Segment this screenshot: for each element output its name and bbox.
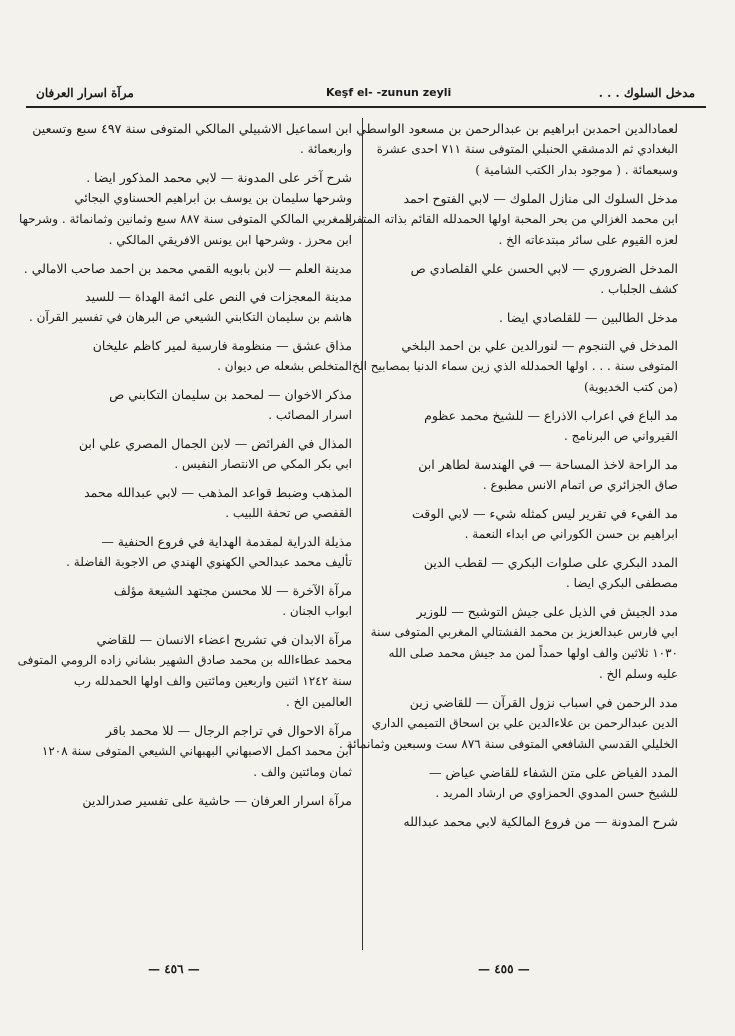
entry-title-line: مذيلة الدراية لمقدمة الهداية في فروع الحنفية — <box>101 534 352 549</box>
entry-text-line: ابن محمد اكمل الاصبهاني البهبهاني الشيعي المتوفى سنة ١٢٠٨ <box>41 744 352 758</box>
catalog-entry <box>339 692 678 755</box>
header-rule <box>26 106 706 108</box>
entry-text-line: مصطفى البكري ايضا . <box>566 576 678 590</box>
running-head-left: مرآة اسرار العرفان <box>36 86 134 100</box>
entry-title-line: مدخل الطالبين — للقلصادي ايضا . <box>498 310 678 325</box>
entry-text-line: عليه وسلم الخ . <box>599 667 678 681</box>
entry-title-line: مذاق عشق — منظومة فارسية لمير كاظم عليخان <box>92 338 352 353</box>
entry-title-line: مد الباع في اعراب الاذراع — للشيخ محمد عظوم <box>424 408 678 423</box>
catalog-entry <box>372 307 678 328</box>
catalog-entry <box>18 167 352 251</box>
entry-text-line: المغربي المالكي المتوفى سنة ٨٨٧ سبع وثمانين وثمانمائة . وشرحها <box>18 212 352 226</box>
catalog-entry <box>17 629 352 713</box>
column-divider <box>362 118 363 950</box>
entry-text-line: سنة ١٢٤٢ اثنين واربعين ومائتين والف اولها الحمدلله رب <box>73 674 352 688</box>
entry-title-line: مرآة الاحوال في تراجم الرجال — للا محمد باقر <box>105 723 352 738</box>
catalog-entry <box>40 482 352 524</box>
entry-title-line: المذال في الفرائض — لابن الجمال المصري علي ابن <box>78 436 352 451</box>
entry-text-line: هاشم بن سليمان التكابني الشيعي ص البرهان في تفسير القرآن . <box>29 310 352 324</box>
entry-title-line: شرح المدونة — من فروع المالكية لابي محمد عبدالله <box>403 814 678 829</box>
entry-text-line: القفصي ص تحفة اللبيب . <box>225 506 352 520</box>
entry-text-line: المتوفى سنة . . . اولها الحمدلله الذي زين سماء الدنيا بمصابيح الخ . <box>344 359 678 373</box>
entry-title-line: لعمادالدين احمدبن ابراهيم بن عبدالرحمن بن مسعود الواسطي <box>356 121 678 136</box>
entry-text-line: واربعمائة . <box>299 142 352 156</box>
running-head-center: Keşf el- -zunun zeyli <box>326 86 452 99</box>
entry-text-line: البغدادي ثم الدمشقي الحنبلي المتوفى سنة ٧١١ احدى عشرة <box>376 142 678 156</box>
entry-title-line: مدخل السلوك الى منازل الملوك — لابي الفتوح احمد <box>403 191 678 206</box>
entry-text-line: محمد عطاءالله بن محمد صادق الشهير بشاني زاده الرومي المتوفى <box>17 653 352 667</box>
catalog-entry <box>40 790 352 811</box>
entry-title-line: المدخل الضروري — لابي الحسن علي القلصادي ص <box>410 261 678 276</box>
entry-text-line: القيرواني ص البرنامج . <box>564 429 678 443</box>
entry-title-line: مدينة المعجزات في النص على ائمة الهداة — للسيد <box>85 289 352 304</box>
entry-text-line: لعزه القيوم على سائر مبتدعاته الخ . <box>498 233 678 247</box>
page-number-right: — ٤٥٥ — <box>478 962 530 976</box>
entry-text-line: ابراهيم بن حسن الكوراني ص ابداء النعمة . <box>464 527 678 541</box>
catalog-entry <box>40 580 352 622</box>
entry-title-line: المدد الفياض على متن الشفاء للقاضي عياض — <box>429 765 678 780</box>
entry-title-line: ابن اسماعيل الاشبيلي المالكي المتوفى سنة ٤٩٧ سبع وتسعين <box>32 121 352 136</box>
entry-text-line: ابن محمد الغزالي من بحر المحبة اولها الحمدلله القائم بذاته المتفرد <box>344 212 678 226</box>
entry-title-line: المدد البكري على صلوات البكري — لقطب الدين <box>423 555 678 570</box>
entry-text-line: الخليلي القدسي الشافعي المتوفى سنة ٨٧٦ ست وسبعين وثمانمائة . <box>339 737 678 751</box>
entry-text-line: ابواب الجنان . <box>282 604 352 618</box>
entry-title-line: مرآة الآخرة — للا محسن مجتهد الشيعة مؤلف <box>113 583 352 598</box>
running-head-right: مدخل السلوك . . . <box>598 86 695 100</box>
entry-text-line: ١٠٣٠ ثلاثين والف اولها حمداً لمن مد جيش محمد صلى الله <box>388 646 678 660</box>
entry-text-line: (من كتب الخديوية) <box>583 380 678 394</box>
catalog-entry <box>356 118 678 181</box>
entry-text-line: تأليف محمد عبدالحي الكهنوي الهندي ص الاجوبة الفاضلة . <box>66 555 352 569</box>
entry-text-line: العالمين الخ . <box>286 695 352 709</box>
catalog-entry <box>372 762 678 804</box>
entry-title-line: مرآة اسرار العرفان — حاشية على تفسير صدرالدين <box>82 793 352 808</box>
entry-text-line: ابن محرز . وشرحها ابن يونس الافريقي المالكي . <box>108 233 352 247</box>
catalog-entry <box>40 335 352 377</box>
catalog-entry <box>23 258 352 279</box>
catalog-entry <box>372 552 678 594</box>
catalog-entry <box>372 503 678 545</box>
entry-title-line: مدد الرحمن في اسباب نزول القرآن — للقاضي زين <box>409 695 678 710</box>
entry-title-line: مد الراحة لاخذ المساحة — في الهندسة لطاهر ابن <box>418 457 678 472</box>
entry-text-line: وسبعمائة . ( موجود بدار الكتب الشامية ) <box>475 163 678 177</box>
catalog-entry <box>372 601 678 685</box>
entry-text-line: ابي بكر المكي ص الانتصار النفيس . <box>174 457 352 471</box>
entry-title-line: مدد الجيش في الذيل على جيش التوشيح — للوزير <box>416 604 678 619</box>
entry-title-line: المدخل في التنجوم — لنورالدين علي بن احمد البلخي <box>401 338 678 353</box>
catalog-entry <box>372 258 678 300</box>
right-column <box>339 118 678 950</box>
catalog-entry <box>40 531 352 573</box>
catalog-entry <box>29 286 352 328</box>
entry-text-line: ثمان ومائتين والف . <box>253 765 352 779</box>
catalog-entry <box>32 118 352 160</box>
entry-text-line: صاق الجزائري ص اتمام الانس مطبوع . <box>482 478 678 492</box>
entry-text-line: الدين عبدالرحمن بن علاءالدين علي بن اسحاق التميمي الداري <box>371 716 678 730</box>
entry-title-line: شرح آخر على المدونة — لابي محمد المذكور ايضا . <box>86 170 352 185</box>
entry-title-line: مد الفيء في تقرير ليس كمثله شيء — لابي الوقت <box>412 506 678 521</box>
catalog-entry <box>344 188 678 251</box>
entry-text-line: اسرار المصائب . <box>268 408 352 422</box>
catalog-entry <box>372 405 678 447</box>
catalog-entry <box>40 720 352 783</box>
entry-title-line: مرآة الابدان في تشريح اعضاء الانسان — للقاضي <box>96 632 352 647</box>
entry-text-line: للشيخ حسن المدوي الحمزاوي ص ارشاد المريد . <box>435 786 678 800</box>
catalog-entry <box>40 433 352 475</box>
catalog-entry <box>344 335 678 398</box>
entry-title-line: مذكر الاخوان — لمحمد بن سليمان التكابني ص <box>109 387 352 402</box>
page-number-left: — ٤٥٦ — <box>148 962 200 976</box>
catalog-entry <box>40 384 352 426</box>
catalog-entry <box>372 811 678 832</box>
entry-text-line: ابي فارس عبدالعزيز بن محمد الفشتالي المغربي المتوفى سنة <box>370 625 678 639</box>
left-column <box>17 118 352 950</box>
entry-title-line: مدينة العلم — لابن بابويه القمي محمد بن احمد صاحب الامالي . <box>23 261 352 276</box>
entry-text-line: المتخلص بشعله ص ديوان . <box>217 359 352 373</box>
entry-text-line: كشف الجلباب . <box>600 282 678 296</box>
entry-text-line: وشرحها سليمان بن يوسف بن ابراهيم الحسناوي البجائي <box>74 191 352 205</box>
entry-title-line: المذهب وضبط قواعد المذهب — لابي عبدالله محمد <box>84 485 352 500</box>
catalog-entry <box>372 454 678 496</box>
